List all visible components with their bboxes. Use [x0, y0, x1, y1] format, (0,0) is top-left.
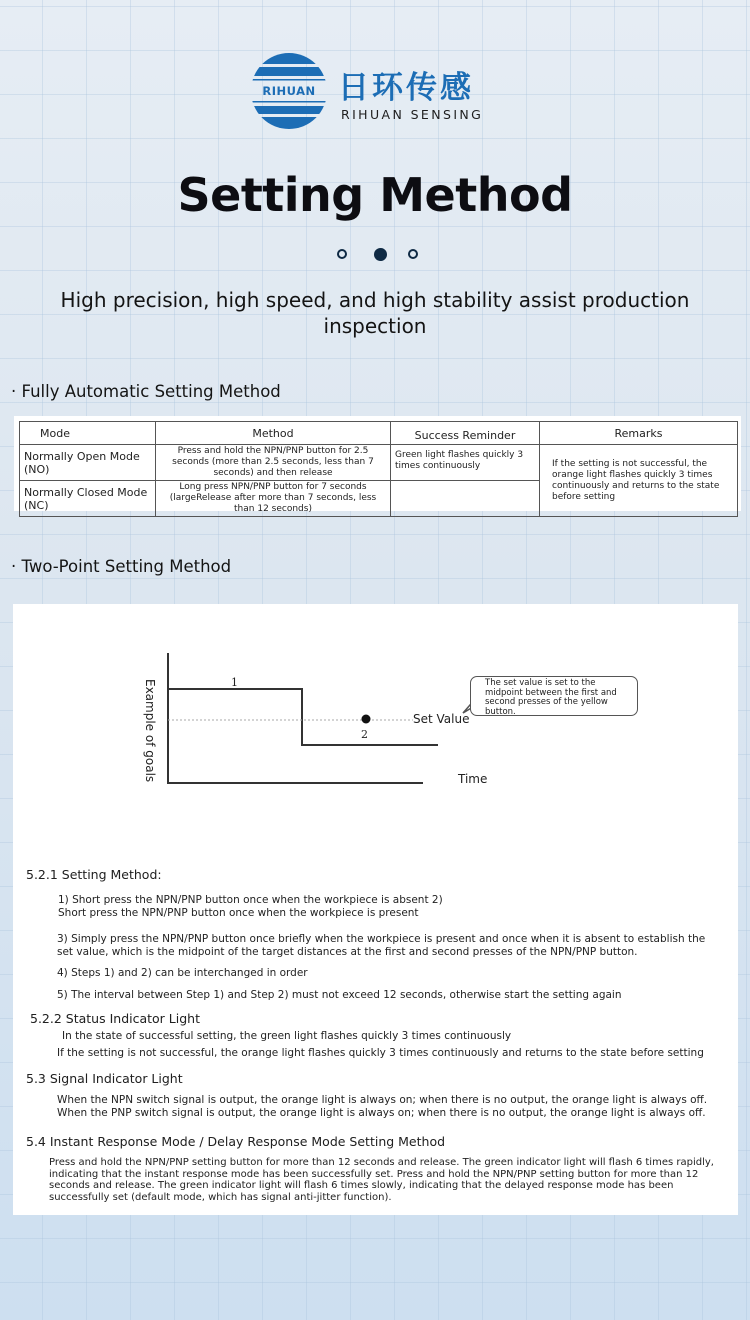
status-light-line-1: In the state of successful setting, the green light flashes quickly 3 times continuously [62, 1030, 512, 1042]
pager-dot-3[interactable] [408, 249, 418, 259]
column-header-method: Method [156, 422, 391, 445]
page-title: Setting Method [177, 168, 573, 222]
column-header-mode: Mode [20, 422, 156, 445]
step-2: Short press the NPN/PNP button once when the workpiece is present [58, 907, 419, 919]
cell-mode: Normally Open Mode (NO) [20, 445, 156, 481]
step-1: 1) Short press the NPN/PNP button once when the workpiece is absent 2) [58, 894, 443, 906]
mode-table [19, 421, 738, 517]
cell-remarks: If the setting is not successful, the orange light flashes quickly 3 times continuously and returns to the state before setting [540, 445, 738, 517]
status-light-line-2: If the setting is not successful, the orange light flashes quickly 3 times continuously and returns to the state before setting [57, 1047, 704, 1059]
heading-5-3: 5.3 Signal Indicator Light [26, 1071, 183, 1086]
cell-method: Press and hold the NPN/PNP button for 2.5 seconds (more than 2.5 seconds, less than 7 seconds) and then release [156, 445, 391, 481]
heading-5-4: 5.4 Instant Response Mode / Delay Response Mode Setting Method [26, 1134, 446, 1149]
step-3: 3) Simply press the NPN/PNP button once briefly when the workpiece is present and once when it is absent to establish the set value, which is the midpoint of the target distances at the first and second presses of the NPN/PNP button. [57, 933, 706, 958]
pager-dot-1[interactable] [337, 249, 347, 259]
point-1-label: 1 [231, 676, 238, 689]
table-row [20, 445, 738, 481]
pager-dot-2-active[interactable] [374, 248, 387, 261]
cell-success: Green light flashes quickly 3 times continuously [391, 445, 540, 481]
y-axis-label: Example of goals [143, 679, 157, 783]
heading-5-2-2: 5.2.2 Status Indicator Light [30, 1011, 200, 1026]
step-4: 4) Steps 1) and 2) can be interchanged in order [57, 967, 308, 979]
column-header-success: Success Reminder [391, 422, 540, 445]
table-header-row [20, 422, 738, 445]
logo-english-name: RIHUAN SENSING [341, 107, 484, 122]
logo-chinese-name: 日环传感 [338, 70, 474, 106]
set-value-point [362, 715, 371, 724]
page-subtitle: High precision, high speed, and high stability assist production inspection [60, 288, 690, 338]
mode-table-panel [14, 416, 741, 514]
set-value-label: Set Value [413, 712, 470, 726]
signal-light-line-2: When the PNP switch signal is output, the orange light is always on; when there is no output, the orange light is always off. [57, 1107, 706, 1119]
callout-bubble [470, 676, 638, 716]
section-title-fully-automatic: · Fully Automatic Setting Method [11, 382, 281, 401]
callout-text: The set value is set to the midpoint between the first and second presses of the yellow button. [485, 678, 617, 717]
setting-diagram [123, 649, 643, 799]
diagram-lines [123, 649, 643, 799]
two-point-panel [13, 604, 738, 1215]
logo-mark-text: RIHUAN [262, 84, 316, 98]
step-5: 5) The interval between Step 1) and Step 2) must not exceed 12 seconds, otherwise start the setting again [57, 989, 622, 1001]
cell-success [391, 481, 540, 517]
response-mode-body: Press and hold the NPN/PNP setting button for more than 12 seconds and release. The green indicator light will flash 6 times rapidly, indicating that the instant response mode has been successfully set. Press and hold the NPN/PNP setting button for more than 12 seconds and release. The green indicator light will flash 6 times slowly, indicating that the delayed response mode has been successfully set (default mode, which has signal anti-jitter function). [49, 1157, 714, 1203]
point-2-label: 2 [361, 728, 368, 741]
pager-dots [337, 248, 427, 264]
signal-light-line-1: When the NPN switch signal is output, the orange light is always on; when there is no output, the orange light is always off. [57, 1094, 708, 1106]
signal-step-line [168, 689, 438, 745]
brand-logo [251, 53, 491, 133]
cell-method: Long press NPN/PNP button for 7 seconds (largeRelease after more than 7 seconds, less than 12 seconds) [156, 481, 391, 517]
x-axis-label: Time [458, 772, 488, 786]
column-header-remarks: Remarks [540, 422, 738, 445]
heading-5-2-1: 5.2.1 Setting Method: [26, 867, 162, 882]
cell-mode: Normally Closed Mode (NC) [20, 481, 156, 517]
section-title-two-point: · Two-Point Setting Method [11, 557, 232, 576]
